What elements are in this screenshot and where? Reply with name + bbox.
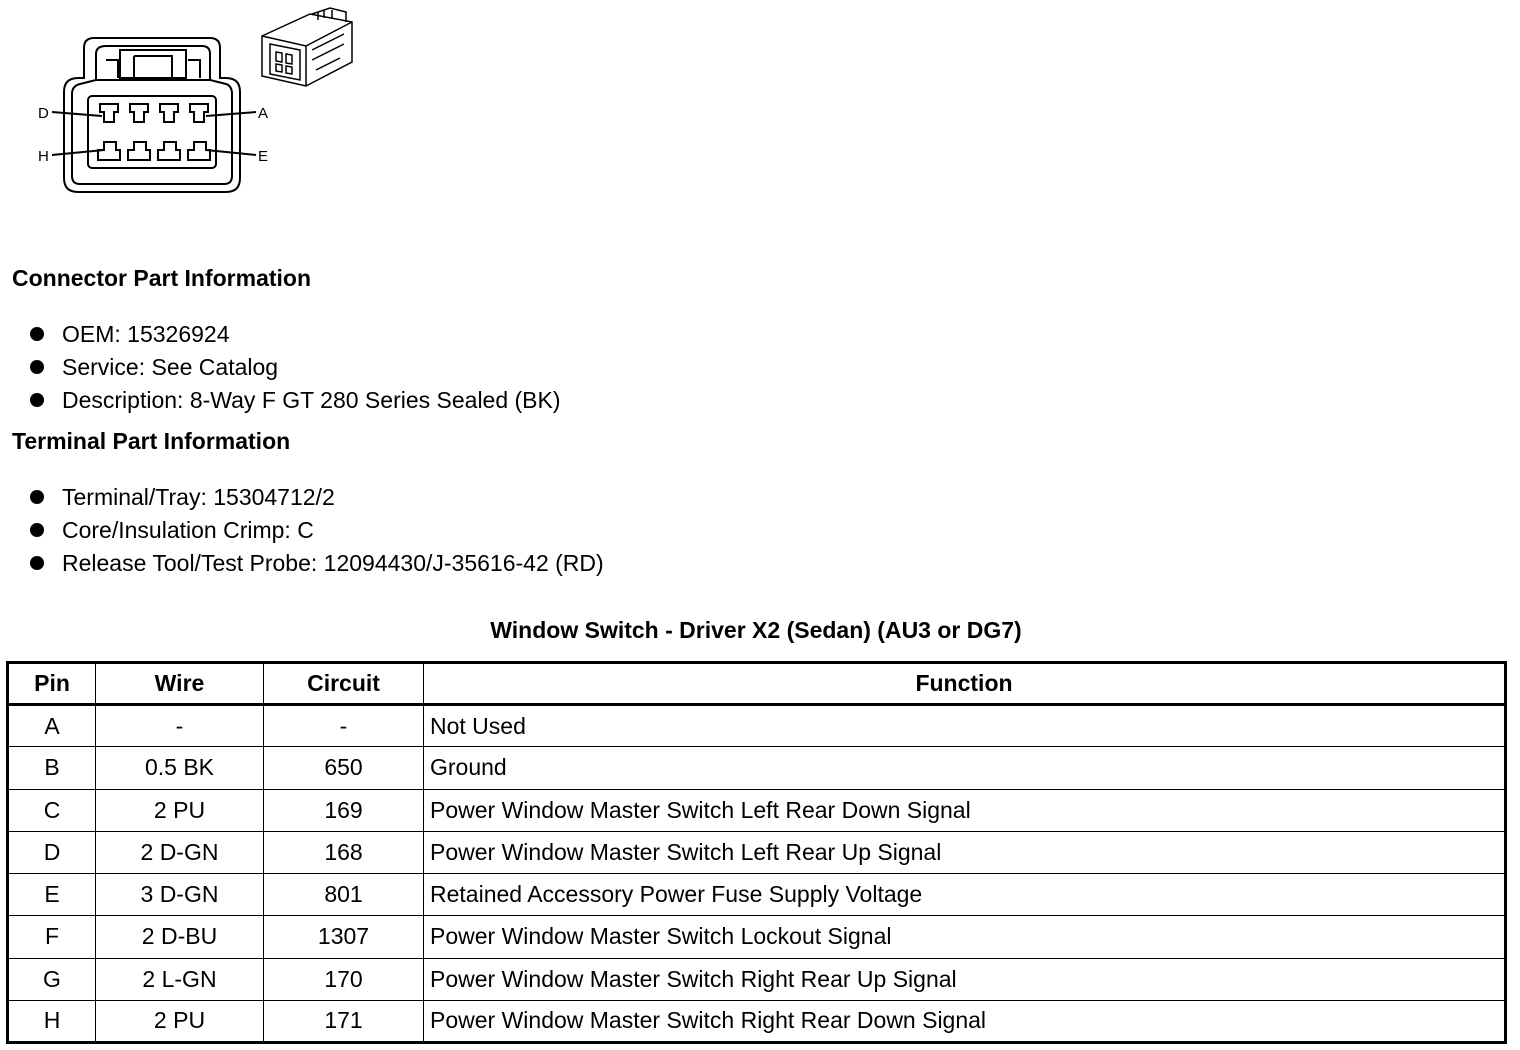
list-item-text: Terminal/Tray: 15304712/2 <box>62 484 335 510</box>
connector-isometric-thumbnail <box>262 8 352 86</box>
function-cell: Power Window Master Switch Left Rear Down Signal <box>424 789 1506 831</box>
pin-cell: H <box>8 1000 96 1042</box>
pin-label-a: A <box>258 105 269 122</box>
pin-cell: F <box>8 916 96 958</box>
wire-cell: 2 L-GN <box>96 958 264 1000</box>
function-cell: Power Window Master Switch Right Rear Up Signal <box>424 958 1506 1000</box>
table-row <box>8 747 1506 789</box>
terminal-part-info-list <box>28 482 604 581</box>
circuit-cell: 650 <box>264 747 424 789</box>
list-item-text: Release Tool/Test Probe: 12094430/J-35616-42 (RD) <box>62 550 604 576</box>
circuit-cell: 169 <box>264 789 424 831</box>
connector-face-diagram <box>30 5 370 195</box>
list-item <box>28 352 561 385</box>
wire-cell: 2 D-BU <box>96 916 264 958</box>
pin-cell: C <box>8 789 96 831</box>
column-header-wire: Wire <box>96 663 264 705</box>
pin-cell: A <box>8 705 96 747</box>
table-row <box>8 1000 1506 1042</box>
column-header-pin: Pin <box>8 663 96 705</box>
circuit-cell: - <box>264 705 424 747</box>
wire-cell: 2 D-GN <box>96 831 264 873</box>
function-cell: Not Used <box>424 705 1506 747</box>
terminal-part-info-heading: Terminal Part Information <box>12 428 291 454</box>
list-item-text: Service: See Catalog <box>62 354 279 380</box>
table-header-row <box>8 663 1506 705</box>
pin-cell: D <box>8 831 96 873</box>
wire-cell: 2 PU <box>96 1000 264 1042</box>
pin-cell: E <box>8 874 96 916</box>
connector-latch <box>120 50 186 78</box>
top-row-cavities <box>100 104 208 122</box>
bullet-icon <box>30 327 44 341</box>
circuit-cell: 1307 <box>264 916 424 958</box>
circuit-cell: 168 <box>264 831 424 873</box>
wire-cell: 0.5 BK <box>96 747 264 789</box>
table-row <box>8 916 1506 958</box>
table-row <box>8 789 1506 831</box>
list-item <box>28 515 604 548</box>
function-cell: Power Window Master Switch Left Rear Up Signal <box>424 831 1506 873</box>
table-row <box>8 874 1506 916</box>
function-cell: Power Window Master Switch Right Rear Down Signal <box>424 1000 1506 1042</box>
pinout-table <box>6 661 1507 1044</box>
list-item-text: OEM: 15326924 <box>62 321 230 347</box>
bullet-icon <box>30 393 44 407</box>
column-header-function: Function <box>424 663 1506 705</box>
list-item-text: Core/Insulation Crimp: C <box>62 517 314 543</box>
pin-label-d: D <box>38 105 49 122</box>
function-cell: Power Window Master Switch Lockout Signal <box>424 916 1506 958</box>
function-cell: Retained Accessory Power Fuse Supply Voltage <box>424 874 1506 916</box>
connector-part-info-list <box>28 319 561 418</box>
bullet-icon <box>30 556 44 570</box>
pinout-table-title: Window Switch - Driver X2 (Sedan) (AU3 or DG7) <box>490 617 1022 643</box>
circuit-cell: 801 <box>264 874 424 916</box>
pin-label-e: E <box>258 148 269 165</box>
table-row <box>8 705 1506 747</box>
pin-cell: G <box>8 958 96 1000</box>
bullet-icon <box>30 360 44 374</box>
connector-part-info-heading: Connector Part Information <box>12 265 312 291</box>
pin-cell: B <box>8 747 96 789</box>
list-item <box>28 482 604 515</box>
list-item <box>28 548 604 581</box>
bullet-icon <box>30 523 44 537</box>
circuit-cell: 171 <box>264 1000 424 1042</box>
wire-cell: - <box>96 705 264 747</box>
bottom-row-cavities <box>98 142 210 160</box>
wire-cell: 2 PU <box>96 789 264 831</box>
list-item <box>28 319 561 352</box>
column-header-circuit: Circuit <box>264 663 424 705</box>
table-row <box>8 831 1506 873</box>
bullet-icon <box>30 490 44 504</box>
list-item-text: Description: 8-Way F GT 280 Series Sealed (BK) <box>62 387 561 413</box>
circuit-cell: 170 <box>264 958 424 1000</box>
table-row <box>8 958 1506 1000</box>
pin-label-h: H <box>38 148 49 165</box>
list-item <box>28 385 561 418</box>
function-cell: Ground <box>424 747 1506 789</box>
terminal-cavity-frame <box>88 96 216 168</box>
wire-cell: 3 D-GN <box>96 874 264 916</box>
